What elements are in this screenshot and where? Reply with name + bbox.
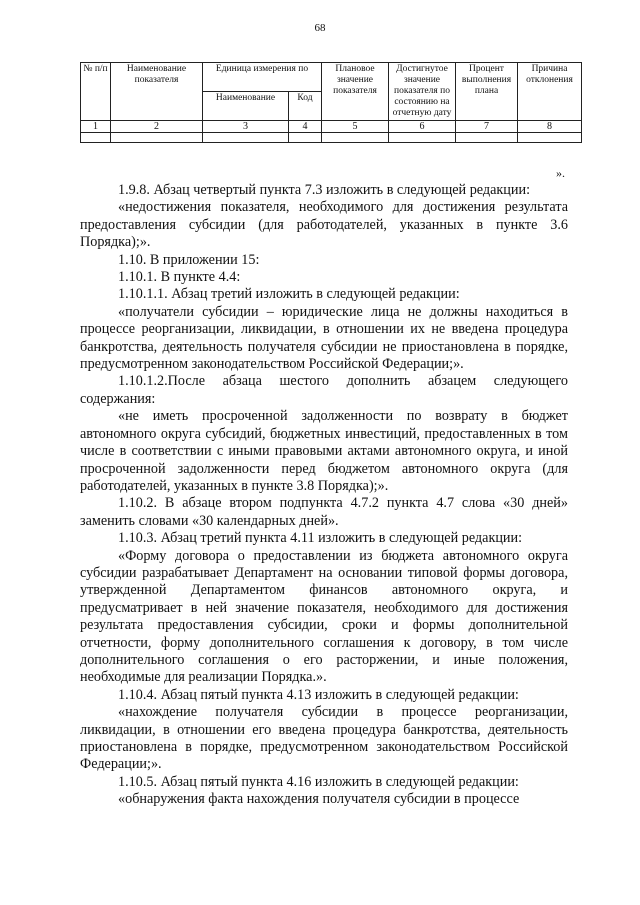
header-indicator-name: Наименование показателя	[111, 63, 203, 121]
table-closing-quote: ».	[556, 166, 565, 180]
table-empty-row	[81, 133, 582, 143]
header-unit-group: Единица измерения по	[203, 63, 322, 92]
column-number: 2	[111, 120, 203, 133]
paragraph: «нахождение получателя субсидии в процессе реорганизации, ликвидации, в отношении его введена процедура банкротства, деятельность приостановлена в порядке, предусмотренном законодательством Российской Федерации;».	[80, 704, 568, 773]
paragraph: 1.9.8. Абзац четвертый пункта 7.3 изложить в следующей редакции:	[118, 182, 531, 198]
table-column-numbers-row	[81, 120, 582, 133]
paragraph: 1.10.4. Абзац пятый пункта 4.13 изложить в следующей редакции:	[118, 686, 519, 703]
header-num: № п/п	[81, 63, 111, 121]
column-number: 3	[203, 120, 289, 133]
paragraph: «получатели субсидии – юридические лица не должны находиться в процессе реорганизации, ликвидации, в отношении их не введена процедура банкротства, деятельность получателя субсидии не приостановлена в порядке, предусмотренном законодательством Российской Федерации;».	[80, 303, 568, 373]
header-percent: Процент выполнения плана	[456, 63, 518, 121]
paragraph: 1.10.1.2.После абзаца шестого дополнить абзацем следующего содержания:	[80, 373, 568, 407]
document-body	[80, 182, 568, 809]
paragraph: 1.10.5. Абзац пятый пункта 4.16 изложить в следующей редакции:	[118, 773, 519, 790]
paragraph: «Форму договора о предоставлении из бюджета автономного округа субсидии разрабатывает Департамент на основании типовой формы договора, утвержденной Департаментом финансов автономного округа, и предусматривает в ней значение показателя, необходимого для достижения результата предоставления субсидии, сроки и формы дополнительной отчетности, форму дополнительного соглашения к договору, в том числе дополнительного соглашения о его расторжении, и иные положения, необходимые для реализации Порядка.».	[80, 547, 568, 686]
header-achieved: Достигнутое значение показателя по состоянию на отчетную дату	[389, 63, 456, 121]
column-number: 4	[289, 120, 322, 133]
indicator-table	[80, 62, 582, 143]
table-header-row	[81, 63, 582, 92]
paragraph: 1.10. В приложении 15:	[118, 251, 260, 268]
column-number: 7	[456, 120, 518, 133]
paragraph: «не иметь просроченной задолженности по возврату в бюджет автономного округа субсидий, бюджетных инвестиций, предоставленных в том числе в соответствии с иными правовыми актами автономного округа, и иной просроченной задолженности перед бюджетом автономного округа (для работодателей, указанных в пункте 3.8 Порядка);».	[80, 408, 568, 494]
paragraph: 1.10.1. В пункте 4.4:	[118, 269, 241, 286]
paragraph: 1.10.3. Абзац третий пункта 4.11 изложить в следующей редакции:	[118, 530, 523, 547]
column-number: 5	[322, 120, 389, 133]
header-unit-code: Код	[289, 91, 322, 120]
column-number: 6	[389, 120, 456, 133]
column-number: 1	[81, 120, 111, 133]
paragraph: 1.10.2. В абзаце втором подпункта 4.7.2 пункта 4.7 слова «30 дней» заменить словами «30 календарных дней».	[80, 495, 568, 529]
header-unit-name: Наименование	[203, 91, 289, 120]
paragraph: 1.10.1.1. Абзац третий изложить в следующей редакции:	[118, 286, 460, 303]
column-number: 8	[518, 120, 582, 133]
header-planned: Плановое значение показателя	[322, 63, 389, 121]
paragraph: «обнаружения факта нахождения получателя субсидии в процессе	[118, 791, 520, 808]
paragraph: «недостижения показателя, необходимого для достижения результата предоставления субсидии (для работодателей, указанных в пункте 3.6 Порядка);».	[80, 199, 568, 251]
header-reason: Причина отклонения	[518, 63, 582, 121]
page-number: 68	[314, 22, 326, 34]
